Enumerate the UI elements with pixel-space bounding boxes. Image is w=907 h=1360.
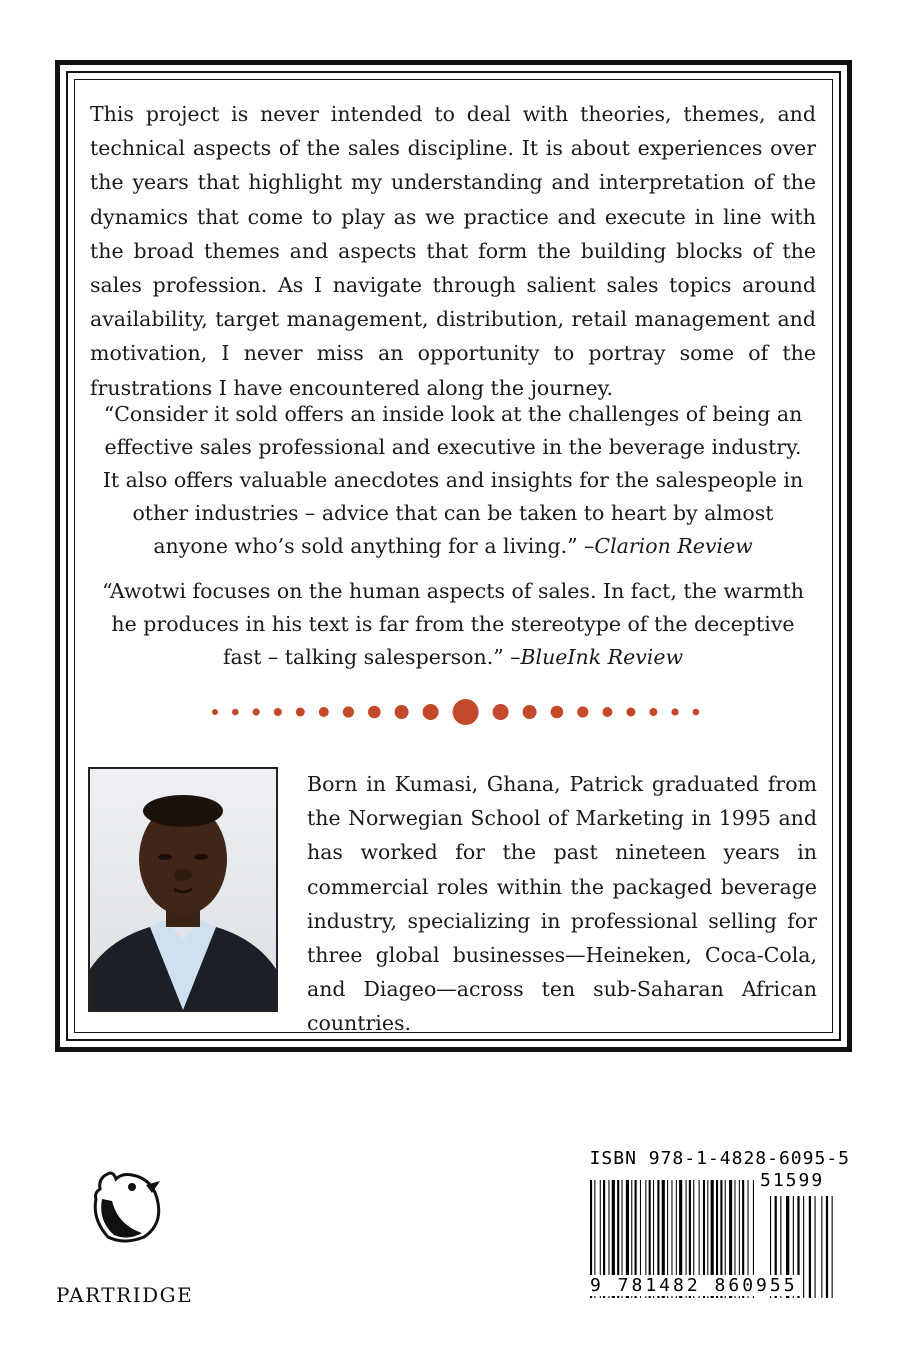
barcode-addon-bar [803, 1196, 804, 1298]
review-quote-clarion [95, 398, 811, 563]
divider-dot [319, 707, 329, 717]
divider-dot [551, 706, 564, 719]
barcode-addon-bar [832, 1196, 833, 1298]
blurb-text: This project is never intended to deal with theories, themes, and technical aspects of the sales discipline. It is about experiences over the years that highlight my understanding and interpretation of the dynamics that come to play as we practice and execute in line with the broad themes and aspects that form the building blocks of the sales profession. As I navigate through salient sales topics around availability, target management, distribution, retail management and motivation, I never miss an opportunity to portray some of the frustrations I have encountered along the journey. [90, 102, 816, 400]
author-photo [88, 767, 278, 1012]
decorative-dot-divider [205, 697, 705, 727]
divider-dot [395, 705, 409, 719]
review-quote-text: “Awotwi focuses on the human aspects of sales. In fact, the warmth he produces in his text is far from the stereotype of the deceptive fast – talking salesperson.” – [102, 579, 804, 669]
divider-dot [671, 708, 678, 715]
divider-dot [212, 709, 218, 715]
divider-dot [649, 708, 657, 716]
barcode-addon-bar [826, 1196, 828, 1298]
divider-dot [523, 705, 537, 719]
bird-logo-icon [88, 1165, 168, 1245]
author-bio: Born in Kumasi, Ghana, Patrick graduated from the Norwegian School of Marketing in 1995 and has worked for the past nineteen years in commercial roles within the packaged beverage industry, specializing in professional selling for three global businesses—Heineken, Coca-Cola, and Diageo—across ten sub-Saharan African countries. [307, 772, 817, 1036]
review-source: Clarion Review [594, 534, 753, 558]
divider-dot [423, 704, 439, 720]
barcode-addon-bar [821, 1196, 822, 1298]
divider-dot [693, 709, 700, 716]
divider-dot [577, 706, 588, 717]
divider-dot [626, 708, 635, 717]
ean-digits: 9 781482 860955 [590, 1275, 798, 1296]
divider-dot [343, 706, 354, 717]
divider-dot [232, 709, 239, 716]
divider-dot [368, 706, 381, 719]
divider-dot [274, 708, 282, 716]
isbn-label: ISBN 978-1-4828-6095-5 [589, 1148, 850, 1169]
publisher-name: PARTRIDGE [56, 1283, 194, 1307]
divider-dot [602, 707, 612, 717]
price-code: 51599 [760, 1170, 825, 1191]
barcode-addon-bar [809, 1196, 811, 1298]
review-quote-blueink [95, 575, 811, 674]
divider-dot [493, 704, 509, 720]
divider-dot [253, 708, 260, 715]
divider-dot [296, 708, 305, 717]
review-source: BlueInk Review [520, 645, 684, 669]
barcode-addon-bar [815, 1196, 816, 1298]
divider-dot [453, 699, 479, 725]
review-quote-text: “Consider it sold offers an inside look at the challenges of being an effective sales professional and executive in the beverage industry. It also offers valuable anecdotes and insights for the salespeople in other industries – advice that can be taken to heart by almost anyone who’s sold anything for a living.” – [102, 402, 804, 558]
